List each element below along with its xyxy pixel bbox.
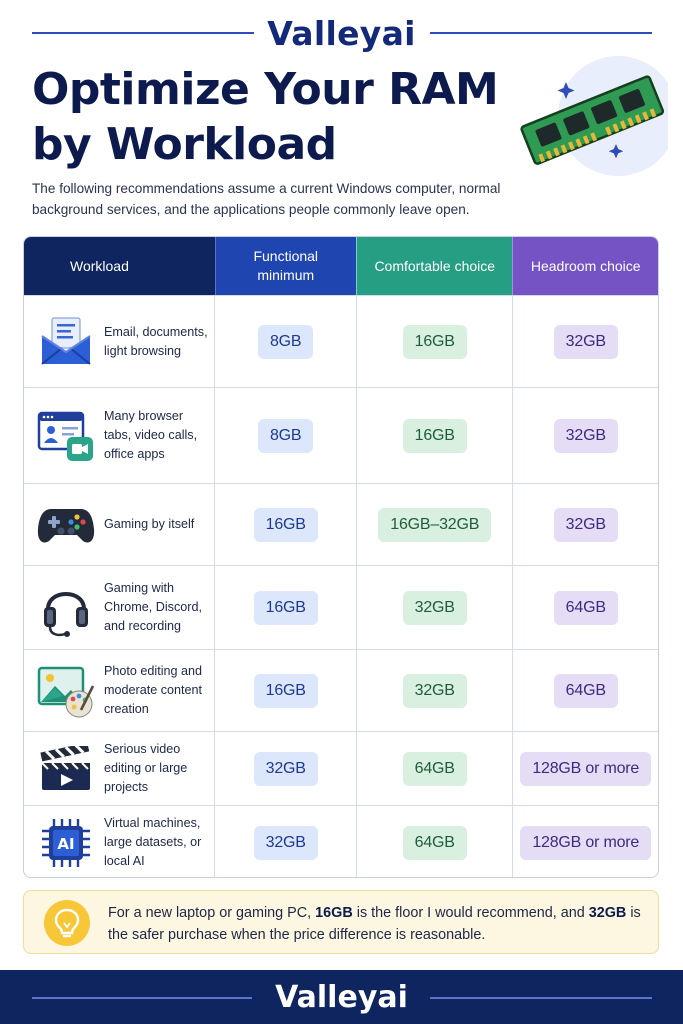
- header-comfortable-choice: Comfortable choice: [356, 237, 512, 295]
- ram-module-icon: [518, 52, 668, 182]
- table-row: [24, 387, 658, 483]
- headroom-ram-badge: 32GB: [554, 419, 618, 453]
- comfortable-ram-badge: 32GB: [403, 591, 467, 625]
- workload-label: Gaming by itself: [104, 517, 195, 531]
- minimum-ram-badge: 16GB: [254, 508, 318, 542]
- footer-divider-right: [430, 997, 652, 999]
- headroom-ram-badge: 64GB: [554, 674, 618, 708]
- workload-cell: [24, 732, 214, 805]
- gamepad-icon: [36, 497, 96, 553]
- workload-label: Many browser tabs, video calls, office apps: [104, 409, 198, 461]
- header-functional-minimum: [215, 237, 357, 295]
- callout-middle: is the floor I would recommend, and: [352, 905, 589, 921]
- minimum-cell: [214, 484, 356, 565]
- clapperboard-icon: [36, 741, 96, 797]
- envelope-icon: [36, 314, 96, 370]
- minimum-ram-badge: 8GB: [258, 325, 313, 359]
- workload-cell: [24, 296, 214, 387]
- comfortable-ram-badge: 16GB–32GB: [378, 508, 491, 542]
- minimum-ram-badge: 32GB: [254, 752, 318, 786]
- lightbulb-icon: [44, 900, 90, 946]
- comfortable-cell: [356, 806, 513, 878]
- headroom-ram-badge: 64GB: [554, 591, 618, 625]
- ai-chip-icon: [36, 815, 96, 871]
- workload-label: Gaming with Chrome, Discord, and recording: [104, 581, 202, 633]
- headroom-cell: [512, 650, 658, 731]
- comfortable-ram-badge: 16GB: [403, 419, 467, 453]
- workload-cell: [24, 806, 214, 878]
- brand-divider-left: [32, 32, 254, 34]
- footer-divider-left: [32, 997, 252, 999]
- comfortable-ram-badge: 32GB: [403, 674, 467, 708]
- comfortable-cell: [356, 650, 513, 731]
- header-functional-minimum-label: Functional minimum: [253, 248, 319, 283]
- footer-logo-text: Valleyai: [275, 979, 408, 1015]
- callout-bold-32gb: 32GB: [588, 905, 627, 921]
- headroom-cell: [512, 806, 658, 878]
- comfortable-cell: [356, 296, 513, 387]
- workload-label: Photo editing and moderate content creation: [104, 664, 203, 716]
- minimum-ram-badge: 8GB: [258, 419, 313, 453]
- brand-logo-text: Valleyai: [267, 13, 416, 53]
- minimum-ram-badge: 32GB: [254, 826, 318, 860]
- table-row: [24, 649, 658, 731]
- minimum-cell: [214, 650, 356, 731]
- workload-label: Email, documents, light browsing: [104, 324, 208, 358]
- minimum-ram-badge: 16GB: [254, 674, 318, 708]
- comfortable-cell: [356, 484, 513, 565]
- table-header-row: [24, 237, 658, 295]
- ram-recommendation-table: [23, 236, 659, 878]
- minimum-ram-badge: 16GB: [254, 591, 318, 625]
- comfortable-cell: [356, 566, 513, 649]
- comfortable-ram-badge: 16GB: [403, 325, 467, 359]
- minimum-cell: [214, 566, 356, 649]
- minimum-cell: [214, 388, 356, 483]
- workload-label: Serious video editing or large projects: [104, 742, 188, 794]
- table-row: [24, 295, 658, 387]
- table-row: [24, 483, 658, 565]
- header-workload: Workload: [24, 237, 215, 295]
- headset-icon: [36, 580, 96, 636]
- footer-brand: [0, 970, 683, 1024]
- callout-suffix: is the safer purchase when the price difference is reasonable.: [108, 905, 641, 943]
- ai-chip-text: AI: [57, 834, 75, 853]
- workload-label: Virtual machines, large datasets, or local AI: [104, 816, 202, 868]
- callout-prefix: For a new laptop or gaming PC,: [108, 905, 316, 921]
- header-headroom-choice: Headroom choice: [512, 237, 658, 295]
- minimum-cell: [214, 806, 356, 878]
- headroom-cell: [512, 484, 658, 565]
- photo-palette-icon: [36, 663, 96, 719]
- headroom-ram-badge: 128GB or more: [520, 752, 651, 786]
- recommendation-callout: [23, 890, 659, 954]
- callout-bold-16gb: 16GB: [315, 905, 353, 921]
- intro-text: The following recommendations assume a current Windows computer, normal background services, and the applications people commonly leave open.: [32, 181, 501, 217]
- table-row: [24, 565, 658, 649]
- brand-divider-right: [430, 32, 652, 34]
- headroom-cell: [512, 296, 658, 387]
- minimum-cell: [214, 732, 356, 805]
- headroom-cell: [512, 732, 658, 805]
- workload-cell: [24, 566, 214, 649]
- comfortable-cell: [356, 732, 513, 805]
- header-brand: [0, 10, 683, 56]
- comfortable-cell: [356, 388, 513, 483]
- page-title: Optimize Your RAM by Workload: [32, 64, 499, 170]
- comfortable-ram-badge: 64GB: [403, 752, 467, 786]
- minimum-cell: [214, 296, 356, 387]
- headroom-ram-badge: 32GB: [554, 508, 618, 542]
- table-row: [24, 731, 658, 805]
- workload-cell: [24, 650, 214, 731]
- headroom-cell: [512, 566, 658, 649]
- table-row: [24, 805, 658, 878]
- headroom-ram-badge: 128GB or more: [520, 826, 651, 860]
- workload-cell: [24, 484, 214, 565]
- workload-cell: [24, 388, 214, 483]
- callout-text: [108, 902, 648, 946]
- browser-video-icon: [36, 408, 96, 464]
- comfortable-ram-badge: 64GB: [403, 826, 467, 860]
- headroom-cell: [512, 388, 658, 483]
- headroom-ram-badge: 32GB: [554, 325, 618, 359]
